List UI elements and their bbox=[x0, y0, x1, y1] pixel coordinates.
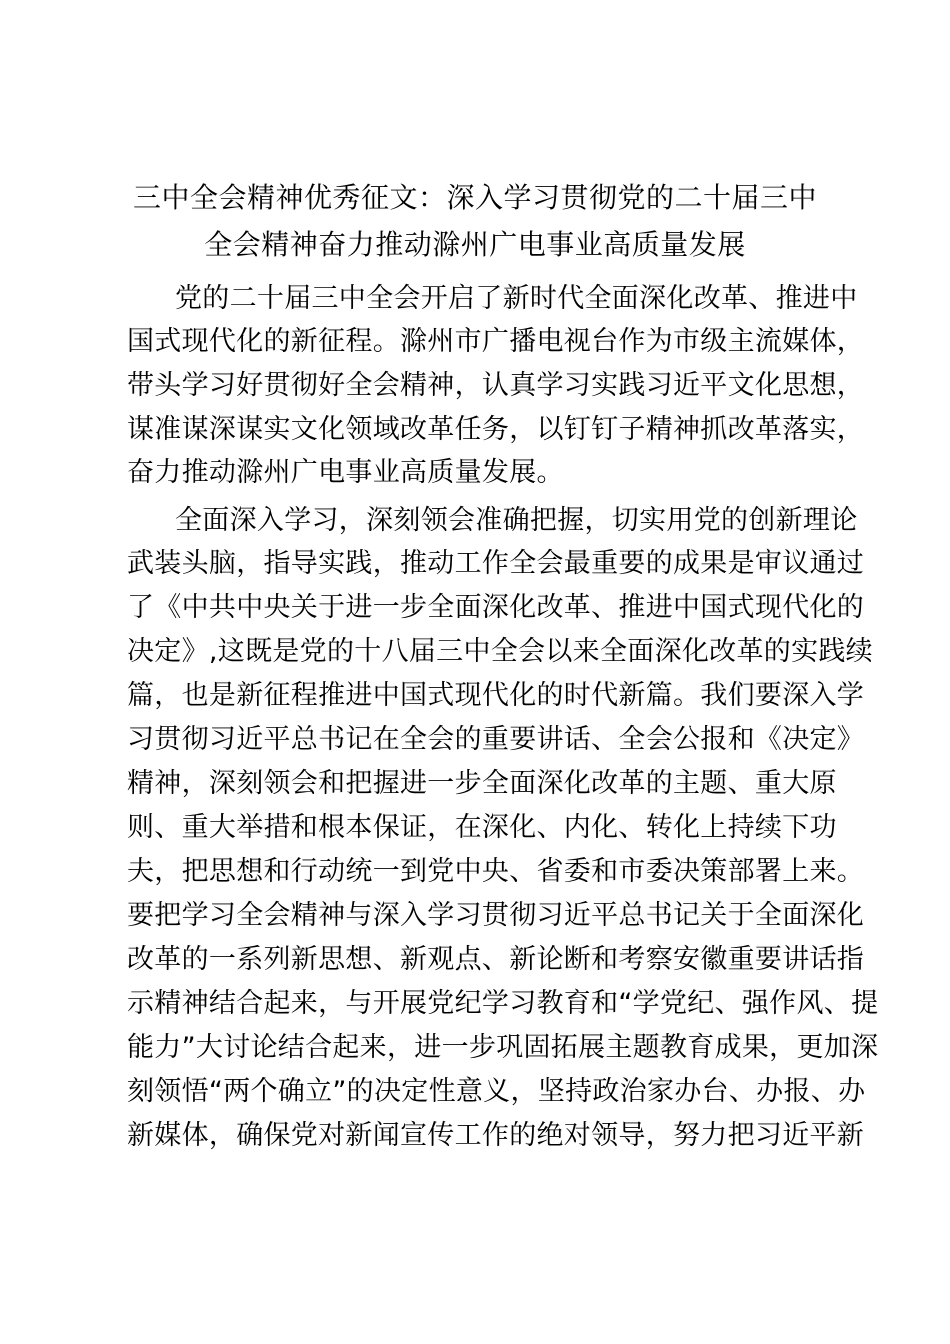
paragraph-2-line-15: 新媒体，确保党对新闻宣传工作的绝对领导，努力把习近平新 bbox=[127, 1120, 865, 1151]
paragraph-2-line-4: 决定》,这既是党的十八届三中全会以来全面深化改革的实践续 bbox=[127, 636, 873, 667]
paragraph-2-line-14: 刻领悟“两个确立”的决定性意义，坚持政治家办台、办报、办 bbox=[127, 1076, 866, 1107]
paragraph-2-line-3: 了《中共中央关于进一步全面深化改革、推进中国式现代化的 bbox=[127, 592, 865, 623]
paragraph-2-line-12: 示精神结合起来，与开展党纪学习教育和“学党纪、强作风、提 bbox=[127, 988, 879, 1019]
paragraph-2-line-1: 全面深入学习，深刻领会准确把握，切实用党的创新理论 bbox=[175, 505, 858, 536]
paragraph-2-line-8: 则、重大举措和根本保证，在深化、内化、转化上持续下功 bbox=[127, 812, 837, 843]
paragraph-2-line-5: 篇，也是新征程推进中国式现代化的时代新篇。我们要深入学 bbox=[127, 680, 865, 711]
paragraph-2-line-7: 精神，深刻领会和把握进一步全面深化改革的主题、重大原 bbox=[127, 768, 837, 799]
paragraph-2-line-13: 能力”大讨论结合起来，进一步巩固拓展主题教育成果，更加深 bbox=[127, 1032, 879, 1063]
paragraph-2-line-11: 改革的一系列新思想、新观点、新论断和考察安徽重要讲话指 bbox=[127, 944, 865, 975]
paragraph-2-line-10: 要把学习全会精神与深入学习贯彻习近平总书记关于全面深化 bbox=[127, 900, 865, 931]
paragraph-2-line-6: 习贯彻习近平总书记在全会的重要讲话、全会公报和《决定》 bbox=[127, 724, 865, 755]
paragraph-2-line-2: 武装头脑，指导实践，推动工作全会最重要的成果是审议通过 bbox=[127, 548, 865, 579]
document-title-line-1: 三中全会精神优秀征文：深入学习贯彻党的二十届三中 bbox=[132, 181, 817, 214]
document-title-line-2: 全会精神奋力推动滁州广电事业高质量发展 bbox=[204, 228, 746, 261]
paragraph-1-line-2: 国式现代化的新征程。滁州市广播电视台作为市级主流媒体， bbox=[127, 326, 865, 357]
paragraph-1-line-4: 谋准谋深谋实文化领域改革任务，以钉钉子精神抓改革落实， bbox=[127, 414, 865, 445]
paragraph-2-line-9: 夫，把思想和行动统一到党中央、省委和市委决策部署上来。 bbox=[127, 856, 865, 887]
paragraph-1-line-3: 带头学习好贯彻好全会精神，认真学习实践习近平文化思想， bbox=[127, 370, 865, 401]
paragraph-1-line-1: 党的二十届三中全会开启了新时代全面深化改革、推进中 bbox=[175, 283, 858, 314]
paragraph-1-line-5: 奋力推动滁州广电事业高质量发展。 bbox=[127, 457, 564, 488]
